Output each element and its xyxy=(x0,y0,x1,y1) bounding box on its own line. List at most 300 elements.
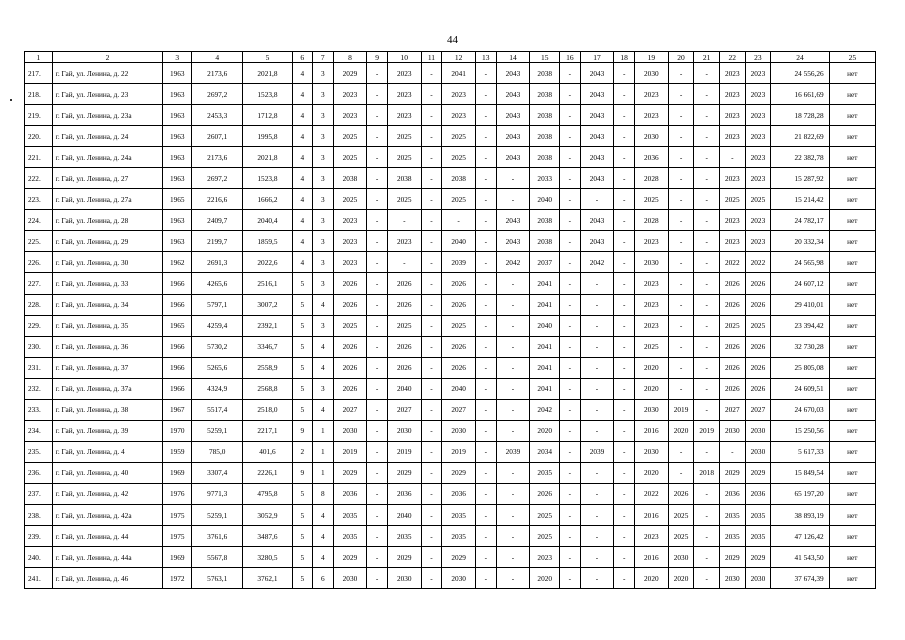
cell-address: г. Гай, ул. Ленина, д. 22 xyxy=(52,63,163,84)
cell-col-17: - xyxy=(580,378,614,399)
cell-col-8: 2025 xyxy=(333,126,367,147)
cell-build-year: 1969 xyxy=(163,462,192,483)
cell-col-20: 2025 xyxy=(668,504,694,525)
cell-living-area: 2568,8 xyxy=(243,378,292,399)
cell-address: г. Гай, ул. Ленина, д. 44 xyxy=(52,526,163,547)
column-header-3: 3 xyxy=(163,52,192,63)
cell-total-area: 5730,2 xyxy=(192,336,243,357)
cell-living-area: 3007,2 xyxy=(243,294,292,315)
cell-col-9: - xyxy=(367,547,388,568)
cell-living-area: 3346,7 xyxy=(243,336,292,357)
cell-col-11: - xyxy=(421,210,442,231)
cell-build-year: 1975 xyxy=(163,526,192,547)
cell-col-17: 2043 xyxy=(580,84,614,105)
cell-living-area: 2217,1 xyxy=(243,420,292,441)
cell-col-19: 2020 xyxy=(634,378,668,399)
cell-cost: 24 782,17 xyxy=(771,210,829,231)
cell-build-year: 1976 xyxy=(163,483,192,504)
cell-cost: 5 617,33 xyxy=(771,441,829,462)
cell-address: г. Гай, ул. Ленина, д. 24 xyxy=(52,126,163,147)
cell-floors: 5 xyxy=(292,504,313,525)
cell-col-13: - xyxy=(476,210,497,231)
cell-col-18: - xyxy=(614,252,635,273)
cell-col-21: - xyxy=(694,189,720,210)
cell-address: г. Гай, ул. Ленина, д. 23а xyxy=(52,105,163,126)
cell-row-number: 225. xyxy=(25,231,53,252)
cell-col-18: - xyxy=(614,504,635,525)
cell-col-13: - xyxy=(476,294,497,315)
cell-col-17: - xyxy=(580,399,614,420)
cell-col-18: - xyxy=(614,357,635,378)
cell-address: г. Гай, ул. Ленина, д. 39 xyxy=(52,420,163,441)
cell-col-22: 2023 xyxy=(719,105,745,126)
cell-col-12: 2030 xyxy=(442,420,476,441)
cell-col-18: - xyxy=(614,63,635,84)
cell-total-area: 2216,6 xyxy=(192,189,243,210)
cell-col-25: нет xyxy=(829,126,875,147)
cell-col-19: 2028 xyxy=(634,168,668,189)
cell-col-25: нет xyxy=(829,399,875,420)
cell-col-23: 2036 xyxy=(745,483,771,504)
cell-col-22: 2026 xyxy=(719,294,745,315)
cell-col-22: - xyxy=(719,441,745,462)
cell-living-area: 2392,1 xyxy=(243,315,292,336)
cell-col-10: 2025 xyxy=(387,189,421,210)
cell-col-19: 2023 xyxy=(634,315,668,336)
cell-col-14: - xyxy=(496,336,530,357)
cell-col-9: - xyxy=(367,189,388,210)
table-row xyxy=(25,462,876,483)
cell-col-17: - xyxy=(580,189,614,210)
cell-total-area: 785,0 xyxy=(192,441,243,462)
cell-build-year: 1966 xyxy=(163,357,192,378)
cell-col-21: - xyxy=(694,147,720,168)
cell-col-12: 2025 xyxy=(442,147,476,168)
cell-living-area: 3052,9 xyxy=(243,504,292,525)
column-header-10: 10 xyxy=(387,52,421,63)
cell-col-18: - xyxy=(614,147,635,168)
cell-col-12: 2029 xyxy=(442,547,476,568)
cell-living-area: 401,6 xyxy=(243,441,292,462)
cell-col-19: 2020 xyxy=(634,357,668,378)
cell-col-20: - xyxy=(668,147,694,168)
cell-col-10: 2029 xyxy=(387,547,421,568)
cell-row-number: 233. xyxy=(25,399,53,420)
cell-col-15: 2041 xyxy=(530,357,560,378)
cell-floors: 4 xyxy=(292,210,313,231)
cell-col-11: - xyxy=(421,168,442,189)
cell-col-9: - xyxy=(367,168,388,189)
cell-col-20: - xyxy=(668,336,694,357)
cell-col-20: - xyxy=(668,210,694,231)
cell-col-13: - xyxy=(476,231,497,252)
cell-col-13: - xyxy=(476,441,497,462)
cell-col-11: - xyxy=(421,504,442,525)
cell-col-10: - xyxy=(387,210,421,231)
cell-col-21: 2018 xyxy=(694,462,720,483)
cell-col-15: 2040 xyxy=(530,189,560,210)
cell-floors: 5 xyxy=(292,526,313,547)
cell-col-18: - xyxy=(614,189,635,210)
cell-build-year: 1967 xyxy=(163,399,192,420)
cell-col-25: нет xyxy=(829,273,875,294)
cell-col-22: 2026 xyxy=(719,336,745,357)
cell-col-18: - xyxy=(614,273,635,294)
cell-col-25: нет xyxy=(829,315,875,336)
cell-total-area: 5265,6 xyxy=(192,357,243,378)
cell-col-10: 2030 xyxy=(387,420,421,441)
cell-floors: 9 xyxy=(292,462,313,483)
cell-col-13: - xyxy=(476,84,497,105)
cell-entrances: 4 xyxy=(313,526,334,547)
cell-col-23: 2023 xyxy=(745,231,771,252)
cell-col-19: 2030 xyxy=(634,63,668,84)
cell-address: г. Гай, ул. Ленина, д. 37а xyxy=(52,378,163,399)
cell-col-11: - xyxy=(421,147,442,168)
cell-entrances: 3 xyxy=(313,210,334,231)
cell-col-10: 2023 xyxy=(387,84,421,105)
table-row xyxy=(25,504,876,525)
cell-entrances: 4 xyxy=(313,504,334,525)
cell-col-19: 2016 xyxy=(634,547,668,568)
cell-col-12: 2026 xyxy=(442,273,476,294)
cell-col-19: 2030 xyxy=(634,126,668,147)
cell-col-15: 2035 xyxy=(530,462,560,483)
cell-living-area: 1995,8 xyxy=(243,126,292,147)
cell-floors: 5 xyxy=(292,483,313,504)
cell-col-14: 2043 xyxy=(496,210,530,231)
cell-col-15: 2020 xyxy=(530,568,560,589)
cell-address: г. Гай, ул. Ленина, д. 23 xyxy=(52,84,163,105)
cell-col-10: 2025 xyxy=(387,126,421,147)
cell-col-9: - xyxy=(367,378,388,399)
cell-col-23: 2023 xyxy=(745,210,771,231)
cell-row-number: 232. xyxy=(25,378,53,399)
cell-col-21: 2019 xyxy=(694,420,720,441)
cell-col-25: нет xyxy=(829,441,875,462)
cell-col-13: - xyxy=(476,378,497,399)
cell-col-23: 2026 xyxy=(745,378,771,399)
cell-total-area: 5259,1 xyxy=(192,420,243,441)
cell-build-year: 1969 xyxy=(163,547,192,568)
cell-col-25: нет xyxy=(829,210,875,231)
cell-col-22: 2030 xyxy=(719,420,745,441)
cell-col-17: 2043 xyxy=(580,147,614,168)
cell-col-10: 2023 xyxy=(387,63,421,84)
cell-col-25: нет xyxy=(829,294,875,315)
cell-col-22: 2027 xyxy=(719,399,745,420)
column-header-9: 9 xyxy=(367,52,388,63)
cell-total-area: 2173,6 xyxy=(192,147,243,168)
cell-floors: 4 xyxy=(292,126,313,147)
cell-entrances: 1 xyxy=(313,420,334,441)
cell-cost: 24 670,03 xyxy=(771,399,829,420)
cell-col-16: - xyxy=(560,504,581,525)
cell-col-8: 2026 xyxy=(333,357,367,378)
cell-cost: 16 661,69 xyxy=(771,84,829,105)
cell-col-12: 2038 xyxy=(442,168,476,189)
cell-col-18: - xyxy=(614,399,635,420)
cell-col-15: 2041 xyxy=(530,294,560,315)
cell-col-11: - xyxy=(421,126,442,147)
cell-col-23: 2023 xyxy=(745,147,771,168)
cell-col-15: 2042 xyxy=(530,399,560,420)
cell-col-8: 2027 xyxy=(333,399,367,420)
cell-col-10: 2040 xyxy=(387,378,421,399)
cell-total-area: 3307,4 xyxy=(192,462,243,483)
table-row xyxy=(25,294,876,315)
cell-col-19: 2023 xyxy=(634,526,668,547)
cell-cost: 20 332,34 xyxy=(771,231,829,252)
cell-col-17: - xyxy=(580,315,614,336)
cell-cost: 24 607,12 xyxy=(771,273,829,294)
cell-row-number: 235. xyxy=(25,441,53,462)
cell-col-23: 2026 xyxy=(745,294,771,315)
cell-col-12: 2029 xyxy=(442,462,476,483)
cell-col-23: 2029 xyxy=(745,462,771,483)
cell-col-8: 2025 xyxy=(333,147,367,168)
cell-col-16: - xyxy=(560,547,581,568)
cell-row-number: 220. xyxy=(25,126,53,147)
cell-build-year: 1966 xyxy=(163,273,192,294)
column-header-14: 14 xyxy=(496,52,530,63)
cell-col-22: 2023 xyxy=(719,210,745,231)
cell-address: г. Гай, ул. Ленина, д. 30 xyxy=(52,252,163,273)
cell-col-19: 2030 xyxy=(634,441,668,462)
cell-col-9: - xyxy=(367,315,388,336)
cell-col-16: - xyxy=(560,420,581,441)
cell-col-25: нет xyxy=(829,378,875,399)
cell-col-8: 2026 xyxy=(333,273,367,294)
cell-living-area: 2516,1 xyxy=(243,273,292,294)
cell-col-23: 2023 xyxy=(745,63,771,84)
cell-col-9: - xyxy=(367,526,388,547)
cell-col-18: - xyxy=(614,526,635,547)
cell-total-area: 2697,2 xyxy=(192,168,243,189)
cell-row-number: 217. xyxy=(25,63,53,84)
cell-build-year: 1963 xyxy=(163,168,192,189)
cell-col-15: 2040 xyxy=(530,315,560,336)
cell-col-15: 2034 xyxy=(530,441,560,462)
table-row xyxy=(25,210,876,231)
cell-col-15: 2041 xyxy=(530,378,560,399)
cell-col-20: - xyxy=(668,84,694,105)
cell-col-12: 2026 xyxy=(442,336,476,357)
cell-col-15: 2038 xyxy=(530,231,560,252)
cell-row-number: 241. xyxy=(25,568,53,589)
cell-build-year: 1965 xyxy=(163,189,192,210)
cell-col-14: 2043 xyxy=(496,105,530,126)
cell-col-21: - xyxy=(694,105,720,126)
cell-col-14: 2042 xyxy=(496,252,530,273)
cell-floors: 5 xyxy=(292,336,313,357)
cell-col-16: - xyxy=(560,336,581,357)
cell-cost: 24 609,51 xyxy=(771,378,829,399)
cell-address: г. Гай, ул. Ленина, д. 33 xyxy=(52,273,163,294)
cell-col-17: - xyxy=(580,547,614,568)
cell-col-20: - xyxy=(668,441,694,462)
cell-cost: 24 556,26 xyxy=(771,63,829,84)
cell-col-8: 2026 xyxy=(333,378,367,399)
cell-address: г. Гай, ул. Ленина, д. 29 xyxy=(52,231,163,252)
cell-col-8: 2023 xyxy=(333,105,367,126)
cell-col-17: - xyxy=(580,483,614,504)
cell-col-9: - xyxy=(367,504,388,525)
cell-col-10: 2027 xyxy=(387,399,421,420)
cell-col-20: 2025 xyxy=(668,526,694,547)
cell-entrances: 4 xyxy=(313,294,334,315)
cell-col-10: 2026 xyxy=(387,336,421,357)
cell-col-12: 2025 xyxy=(442,189,476,210)
cell-col-19: 2025 xyxy=(634,336,668,357)
cell-col-21: - xyxy=(694,526,720,547)
header-row xyxy=(25,52,876,63)
table-row xyxy=(25,273,876,294)
cell-col-8: 2030 xyxy=(333,420,367,441)
cell-col-23: 2026 xyxy=(745,357,771,378)
cell-col-13: - xyxy=(476,420,497,441)
cell-entrances: 3 xyxy=(313,63,334,84)
cell-col-25: нет xyxy=(829,63,875,84)
cell-col-15: 2038 xyxy=(530,84,560,105)
cell-floors: 4 xyxy=(292,252,313,273)
cell-entrances: 3 xyxy=(313,84,334,105)
cell-build-year: 1970 xyxy=(163,420,192,441)
cell-col-22: 2025 xyxy=(719,189,745,210)
cell-col-17: 2043 xyxy=(580,210,614,231)
cell-address: г. Гай, ул. Ленина, д. 24а xyxy=(52,147,163,168)
cell-living-area: 1859,5 xyxy=(243,231,292,252)
cell-col-12: 2026 xyxy=(442,357,476,378)
table-row xyxy=(25,105,876,126)
table-row xyxy=(25,526,876,547)
cell-total-area: 4259,4 xyxy=(192,315,243,336)
cell-col-9: - xyxy=(367,483,388,504)
cell-row-number: 231. xyxy=(25,357,53,378)
cell-col-22: 2029 xyxy=(719,462,745,483)
cell-col-10: 2040 xyxy=(387,504,421,525)
cell-col-15: 2033 xyxy=(530,168,560,189)
cell-col-10: 2023 xyxy=(387,105,421,126)
cell-row-number: 230. xyxy=(25,336,53,357)
cell-col-17: - xyxy=(580,357,614,378)
cell-floors: 4 xyxy=(292,231,313,252)
cell-col-20: 2030 xyxy=(668,547,694,568)
cell-col-13: - xyxy=(476,147,497,168)
cell-col-16: - xyxy=(560,441,581,462)
column-header-20: 20 xyxy=(668,52,694,63)
cell-living-area: 2040,4 xyxy=(243,210,292,231)
cell-col-10: 2023 xyxy=(387,231,421,252)
cell-col-11: - xyxy=(421,105,442,126)
cell-col-15: 2023 xyxy=(530,547,560,568)
cell-address: г. Гай, ул. Ленина, д. 46 xyxy=(52,568,163,589)
cell-col-20: - xyxy=(668,126,694,147)
cell-total-area: 9771,3 xyxy=(192,483,243,504)
cell-col-10: 2036 xyxy=(387,483,421,504)
cell-col-20: - xyxy=(668,105,694,126)
cell-row-number: 237. xyxy=(25,483,53,504)
cell-col-21: - xyxy=(694,441,720,462)
cell-floors: 4 xyxy=(292,84,313,105)
cell-col-9: - xyxy=(367,420,388,441)
cell-col-20: - xyxy=(668,315,694,336)
cell-col-23: 2026 xyxy=(745,273,771,294)
cell-col-9: - xyxy=(367,441,388,462)
cell-col-16: - xyxy=(560,252,581,273)
cell-col-14: 2043 xyxy=(496,231,530,252)
cell-col-21: - xyxy=(694,126,720,147)
cell-col-19: 2016 xyxy=(634,504,668,525)
cell-col-13: - xyxy=(476,462,497,483)
column-header-11: 11 xyxy=(421,52,442,63)
cell-entrances: 3 xyxy=(313,189,334,210)
cell-build-year: 1975 xyxy=(163,504,192,525)
cell-col-8: 2036 xyxy=(333,483,367,504)
margin-mark xyxy=(10,99,12,101)
cell-col-20: - xyxy=(668,462,694,483)
cell-build-year: 1959 xyxy=(163,441,192,462)
cell-col-11: - xyxy=(421,357,442,378)
cell-col-25: нет xyxy=(829,547,875,568)
cell-col-15: 2037 xyxy=(530,252,560,273)
cell-entrances: 4 xyxy=(313,399,334,420)
cell-col-18: - xyxy=(614,336,635,357)
cell-col-12: 2025 xyxy=(442,126,476,147)
cell-col-9: - xyxy=(367,399,388,420)
cell-col-22: 2023 xyxy=(719,63,745,84)
cell-entrances: 3 xyxy=(313,168,334,189)
cell-col-13: - xyxy=(476,105,497,126)
cell-col-20: 2020 xyxy=(668,420,694,441)
cell-floors: 5 xyxy=(292,378,313,399)
cell-col-17: - xyxy=(580,273,614,294)
cell-col-20: - xyxy=(668,273,694,294)
cell-build-year: 1962 xyxy=(163,252,192,273)
cell-total-area: 5797,1 xyxy=(192,294,243,315)
cell-col-17: 2039 xyxy=(580,441,614,462)
cell-total-area: 5259,1 xyxy=(192,504,243,525)
cell-col-11: - xyxy=(421,273,442,294)
cell-col-23: 2030 xyxy=(745,420,771,441)
cell-col-8: 2026 xyxy=(333,294,367,315)
cell-col-12: 2041 xyxy=(442,63,476,84)
cell-col-8: 2023 xyxy=(333,210,367,231)
column-header-2: 2 xyxy=(52,52,163,63)
cell-col-19: 2023 xyxy=(634,273,668,294)
cell-entrances: 3 xyxy=(313,273,334,294)
cell-col-20: - xyxy=(668,189,694,210)
cell-col-13: - xyxy=(476,357,497,378)
cell-col-21: - xyxy=(694,252,720,273)
cell-col-22: 2035 xyxy=(719,526,745,547)
column-header-19: 19 xyxy=(634,52,668,63)
cell-build-year: 1966 xyxy=(163,378,192,399)
cell-col-25: нет xyxy=(829,357,875,378)
cell-col-18: - xyxy=(614,105,635,126)
cell-col-14: - xyxy=(496,568,530,589)
table-row xyxy=(25,189,876,210)
cell-col-14: - xyxy=(496,483,530,504)
cell-col-20: 2020 xyxy=(668,568,694,589)
cell-total-area: 2453,3 xyxy=(192,105,243,126)
column-header-7: 7 xyxy=(313,52,334,63)
cell-col-20: - xyxy=(668,357,694,378)
cell-col-8: 2025 xyxy=(333,189,367,210)
cell-cost: 32 730,28 xyxy=(771,336,829,357)
cell-living-area: 1666,2 xyxy=(243,189,292,210)
cell-entrances: 4 xyxy=(313,547,334,568)
